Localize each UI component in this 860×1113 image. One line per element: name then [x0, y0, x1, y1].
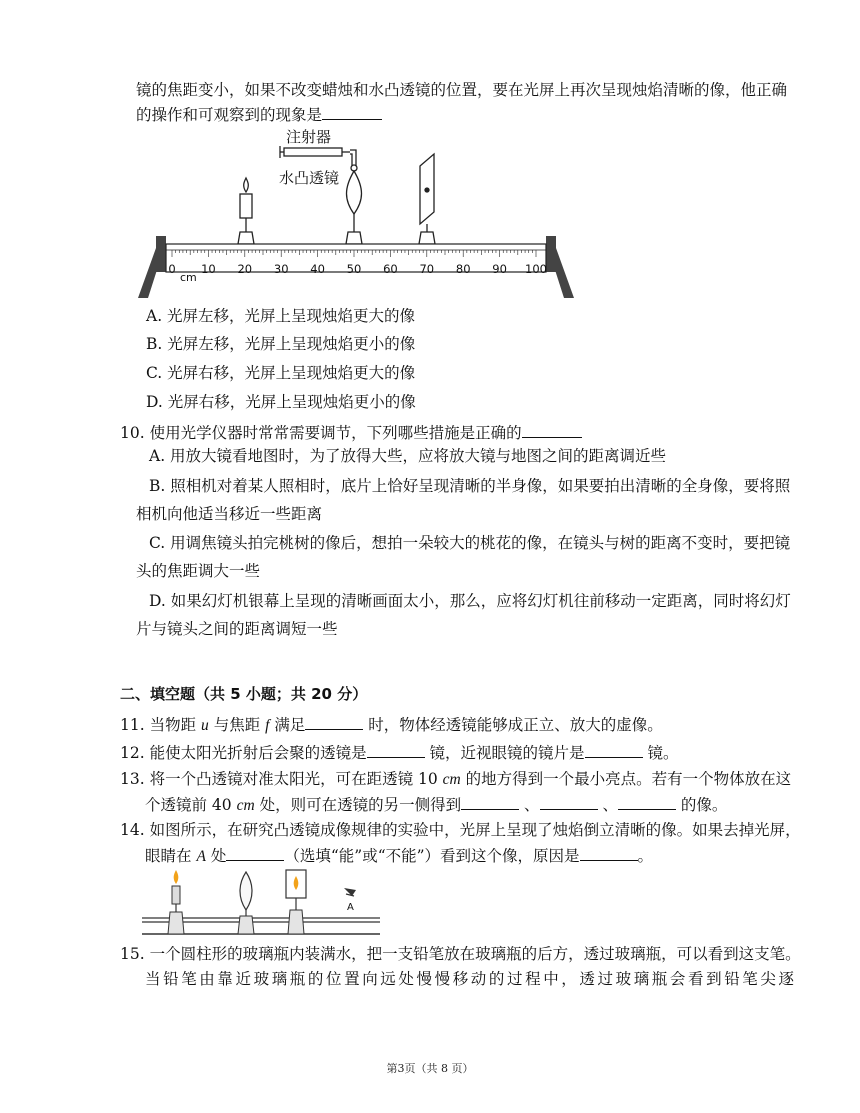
q14-line1: 14. 如图所示，在研究凸透镜成像规律的实验中，光屏上呈现了烛焰倒立清晰的像。如果去掉光屏， [120, 821, 801, 839]
q14-blank-2[interactable] [580, 845, 638, 861]
q9-option-b[interactable]: B. 光屏左移，光屏上呈现烛焰更小的像 [146, 335, 416, 353]
point-a-label: A [347, 902, 354, 913]
q12-blank-2[interactable] [585, 742, 643, 758]
ruler-tick-label: 80 [455, 262, 471, 276]
q13-blank-3[interactable] [618, 794, 676, 810]
ruler-tick-label: 50 [346, 262, 362, 276]
light-screen-icon [286, 870, 306, 934]
q13-line1: 13. 将一个凸透镜对准太阳光，可在距透镜 10 cm 的地方得到一个最小亮点。若有一个物体放在这 [120, 770, 792, 788]
ruler-tick-label: 60 [383, 262, 398, 276]
syringe-label: 注射器 [286, 128, 332, 146]
light-screen-icon [419, 154, 435, 244]
q9-option-a[interactable]: A. 光屏左移，光屏上呈现烛焰更大的像 [146, 307, 416, 325]
q10-option-c-line2: 头的焦距调大一些 [136, 562, 261, 580]
q14-blank-1[interactable] [226, 845, 284, 861]
q10-option-b-line1[interactable]: B. 照相机对着某人照相时，底片上恰好呈现清晰的半身像，如果要拍出清晰的全身像，要将照 [149, 477, 791, 495]
q13-blank-2[interactable] [540, 794, 598, 810]
candle-icon [168, 870, 184, 934]
eye-icon [344, 888, 356, 896]
section-title: 二、填空题（共 5 小题；共 20 分） [120, 685, 368, 703]
q13-line2: 个透镜前 40 cm 处，则可在透镜的另一侧得到 、 、 的像。 [145, 796, 728, 814]
right-end-block [546, 236, 556, 272]
q13-blank-1[interactable] [461, 794, 519, 810]
q10-blank[interactable] [522, 422, 582, 438]
candle-icon [238, 178, 254, 244]
ruler-tick-label: 70 [419, 262, 435, 276]
convex-lens-icon [238, 872, 254, 934]
ruler-tick-label: 100 [525, 262, 547, 276]
q10-option-d-line1[interactable]: D. 如果幻灯机银幕上呈现的清晰画面太小，那么，应将幻灯机往前移动一定距离，同时将幻灯 [149, 592, 791, 610]
q11: 11. 当物距 u 与焦距 f 满足 时，物体经透镜能够成正立、放大的虚像。 [120, 716, 663, 734]
q15-line1: 15. 一个圆柱形的玻璃瓶内装满水，把一支铅笔放在玻璃瓶的后方，透过玻璃瓶，可以看到这支笔。 [120, 945, 801, 963]
q9-line1: 镜的焦距变小，如果不改变蜡烛和水凸透镜的位置，要在光屏上再次呈现烛焰清晰的像，他正确 [136, 81, 788, 99]
q9-option-d[interactable]: D. 光屏右移，光屏上呈现烛焰更小的像 [146, 393, 416, 411]
ruler-tick-label: 10 [201, 262, 216, 276]
lens-experiment-figure [140, 866, 382, 942]
ruler-tick-label: 30 [273, 262, 289, 276]
ruler-tick-label: 0 [168, 262, 176, 276]
page-footer: 第3页（共 8 页） [386, 1062, 474, 1075]
q10-option-c-line1[interactable]: C. 用调焦镜头拍完桃树的像后，想拍一朵较大的桃花的像，在镜头与树的距离不变时，要把镜 [149, 534, 791, 552]
ruler-tick-label: 90 [492, 262, 507, 276]
ruler-unit: cm [180, 271, 197, 284]
q14-line2: 眼睛在 A 处 （选填“能”或“不能”）看到这个像，原因是 。 [145, 847, 654, 865]
q9-line2: 的操作和可观察到的现象是 [136, 104, 382, 125]
syringe-icon [280, 146, 356, 166]
q9-option-c[interactable]: C. 光屏右移，光屏上呈现烛焰更大的像 [146, 364, 416, 382]
q10-stem: 10. 使用光学仪器时常常需要调节，下列哪些措施是正确的 [120, 422, 582, 443]
q9-blank[interactable] [322, 104, 382, 120]
q10-option-d-line2: 片与镜头之间的距离调短一些 [136, 620, 338, 638]
q15-line2: 当铅笔由靠近玻璃瓶的位置向远处慢慢移动的过程中，透过玻璃瓶会看到铅笔尖逐 [145, 970, 797, 988]
left-end-block [156, 236, 166, 272]
q10-option-a[interactable]: A. 用放大镜看地图时，为了放得大些，应将放大镜与地图之间的距离调近些 [149, 447, 667, 465]
optical-bench-figure [136, 128, 576, 300]
lens-label: 水凸透镜 [279, 169, 340, 187]
ruler-tick-label: 40 [310, 262, 325, 276]
water-lens-icon [346, 165, 362, 244]
q12: 12. 能使太阳光折射后会聚的透镜是 镜，近视眼镜的镜片是 镜。 [120, 744, 679, 762]
q11-blank[interactable] [305, 714, 363, 730]
ruler-tick-label: 20 [237, 262, 253, 276]
q10-option-b-line2: 相机向他适当移近一些距离 [136, 505, 323, 523]
q12-blank-1[interactable] [367, 742, 425, 758]
